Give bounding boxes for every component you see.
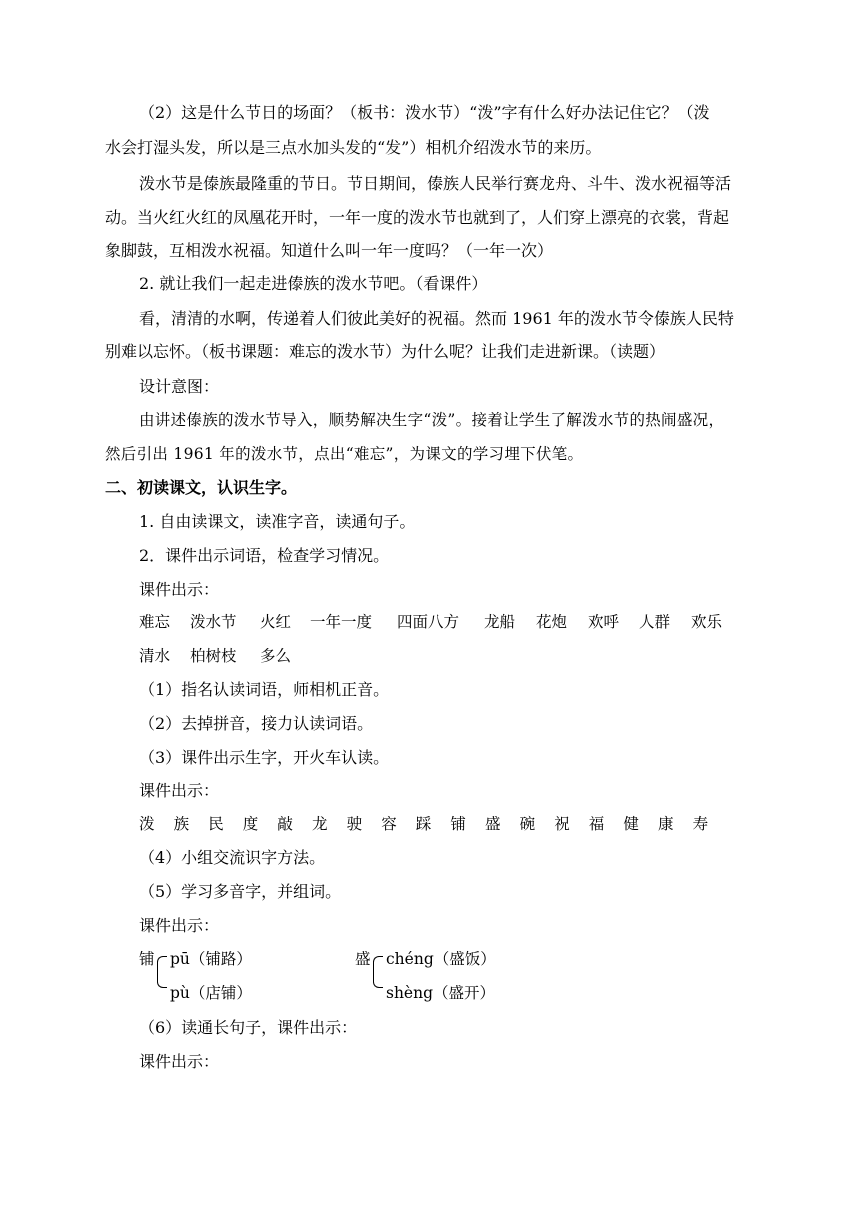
word-item: 泼水节 [190, 613, 237, 631]
polyphone-reading: shèng（盛开） [386, 984, 496, 1002]
word-item: 龙船 [484, 613, 516, 631]
character-item: 铺 [450, 815, 466, 833]
word-item: 多么 [260, 647, 292, 665]
brace-shape [373, 956, 383, 988]
paragraph-line: （5）学习多音字，并组词。 [139, 882, 342, 901]
courseware-label: 课件出示： [139, 781, 220, 800]
word-item: 花炮 [536, 613, 568, 631]
paragraph-line: 别难以忘怀。（板书课题：难忘的泼水节）为什么呢？让我们走进新课。（读题） [105, 342, 666, 361]
paragraph-line: （2）这是什么节日的场面？（板书：泼水节）“泼”字有什么好办法记住它？（泼 [139, 103, 710, 122]
paragraph-line: 水会打湿头发，所以是三点水加头发的“发”）相机介绍泼水节的来历。 [105, 138, 602, 157]
polyphone-reading: pū（铺路） [170, 950, 252, 968]
paragraph-line: 1. 自由读课文，读准字音，读通句子。 [139, 512, 416, 531]
word-item: 欢呼 [588, 613, 620, 631]
paragraph-line: 2．课件出示词语，检查学习情况。 [139, 546, 390, 565]
polyphone-reading: pù（店铺） [170, 984, 252, 1002]
brace-shape [157, 956, 167, 988]
character-item: 驶 [346, 815, 363, 833]
word-item: 柏树枝 [190, 647, 237, 665]
paragraph-line: 动。当火红火红的凤凰花开时，一年一度的泼水节也就到了，人们穿上漂亮的衣裳，背起 [105, 208, 730, 227]
word-item: 难忘 [139, 613, 171, 631]
paragraph-line: 泼水节是傣族最隆重的节日。节日期间，傣族人民举行赛龙舟、斗牛、泼水祝福等活 [139, 174, 732, 193]
word-list-row-2 [139, 646, 339, 666]
paragraph-line: 看，清清的水啊，传递着人们彼此美好的祝福。然而 1961 年的泼水节令傣族人民特 [139, 309, 734, 328]
character-item: 民 [208, 815, 224, 833]
word-item: 火红 [260, 613, 292, 631]
character-item: 族 [173, 815, 190, 833]
paragraph-line: （2）去掉拼音，接力认读词语。 [139, 714, 374, 733]
character-item: 康 [658, 815, 674, 833]
word-item: 人群 [639, 613, 671, 631]
design-intent-line: 然后引出 1961 年的泼水节，点出“难忘”，为课文的学习埋下伏笔。 [105, 445, 584, 463]
design-intent-label: 设计意图： [139, 377, 220, 396]
paragraph-line: 象脚鼓，互相泼水祝福。知道什么叫一年一度吗？（一年一次） [105, 241, 554, 260]
character-item: 容 [381, 815, 397, 833]
word-item: 清水 [139, 647, 171, 665]
character-item: 龙 [312, 815, 328, 833]
polyphone-char: 盛 [355, 950, 371, 968]
character-item: 福 [588, 815, 605, 833]
courseware-label: 课件出示： [139, 1052, 220, 1071]
word-list-row-1 [139, 612, 759, 632]
new-characters-row [139, 814, 729, 834]
paragraph-line: （1）指名认读词语，师相机正音。 [139, 680, 390, 699]
polyphone-reading: chéng（盛饭） [386, 950, 496, 968]
character-item: 踩 [415, 815, 432, 833]
paragraph-line: （3）课件出示生字，开火车认读。 [139, 748, 390, 767]
character-item: 盛 [485, 815, 501, 833]
character-item: 碗 [519, 815, 536, 833]
paragraph-line: （6）读通长句子，课件出示： [139, 1018, 358, 1037]
character-item: 敲 [277, 815, 293, 833]
character-item: 度 [242, 815, 259, 833]
courseware-label: 课件出示： [139, 916, 220, 935]
courseware-label: 课件出示： [139, 580, 220, 599]
character-item: 祝 [554, 815, 570, 833]
character-item: 泼 [139, 815, 155, 833]
word-item: 欢乐 [691, 613, 723, 631]
polyphone-char: 铺 [139, 950, 155, 968]
character-item: 寿 [692, 815, 709, 833]
word-item: 一年一度 [310, 613, 373, 631]
paragraph-line: 2. 就让我们一起走进傣族的泼水节吧。（看课件） [139, 274, 488, 293]
design-intent-line: 由讲述傣族的泼水节导入，顺势解决生字“泼”。接着让学生了解泼水节的热闹盛况， [139, 411, 725, 429]
word-item: 四面八方 [397, 613, 460, 631]
paragraph-line: （4）小组交流识字方法。 [139, 848, 326, 867]
section-heading: 二、初读课文，认识生字。 [105, 478, 298, 497]
character-item: 健 [623, 815, 639, 833]
